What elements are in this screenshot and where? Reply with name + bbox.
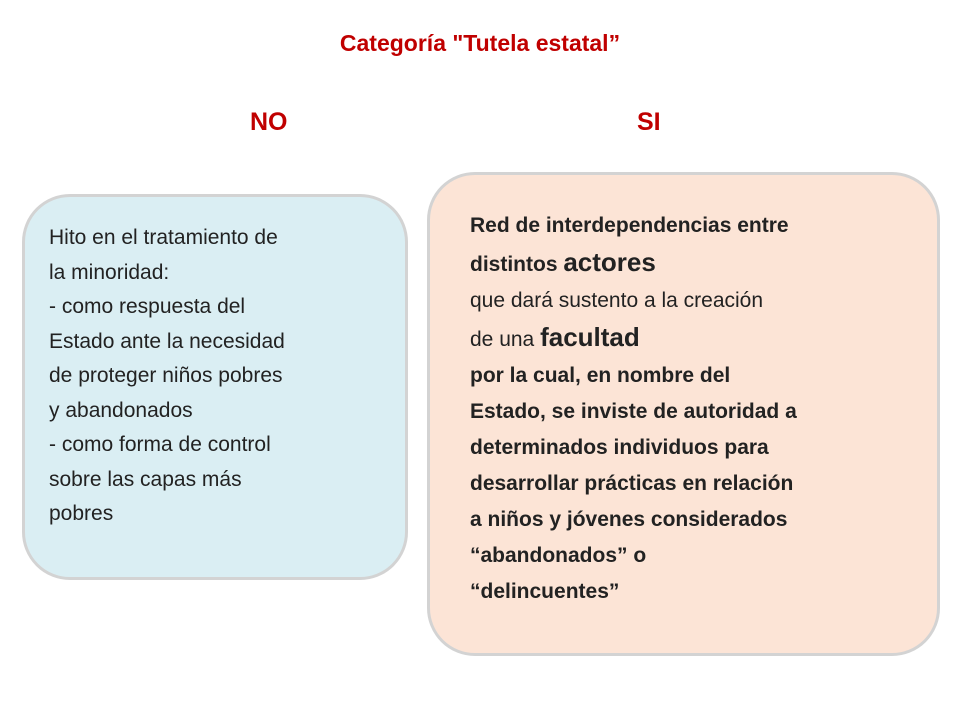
no-box [22, 194, 408, 580]
si-box-emphasis-actores: actores [563, 247, 656, 277]
heading-si: SI [637, 108, 661, 136]
si-box-line [470, 319, 925, 358]
no-box-line: Hito en el tratamiento de [49, 226, 278, 249]
no-box-line: la minoridad: [49, 260, 170, 284]
si-box-line: Red de interdependencias entre [470, 214, 789, 237]
diagram-title: Categoría "Tutela estatal” [339, 30, 621, 56]
si-box-line: “abandonados” o [470, 544, 647, 567]
no-box-line: Estado ante la necesidad [49, 329, 285, 353]
si-box-text: de una [470, 328, 541, 351]
si-box-text: distintos [470, 253, 564, 276]
no-box-line: de proteger niños pobres [49, 364, 283, 387]
no-box-line: sobre las capas más [49, 467, 242, 491]
si-box-line: a niños y jóvenes considerados [470, 508, 788, 531]
si-box-emphasis-facultad: facultad [540, 322, 640, 352]
no-box-line: - como forma de control [49, 433, 271, 456]
no-box-line: pobres [49, 502, 114, 525]
si-box [427, 172, 940, 656]
heading-no: NO [250, 108, 288, 136]
no-box-line: - como respuesta del [49, 295, 246, 318]
si-box-line: “delincuentes” [470, 580, 620, 603]
si-box-line: que dará sustento a la creación [470, 289, 764, 312]
si-box-line: por la cual, en nombre del [470, 364, 731, 387]
si-box-line: determinados individuos para [470, 436, 769, 459]
si-box-line: desarrollar prácticas en relación [470, 472, 794, 495]
si-box-line [470, 244, 925, 283]
si-box-line: Estado, se inviste de autoridad a [470, 400, 797, 423]
no-box-line: y abandonados [49, 398, 193, 422]
